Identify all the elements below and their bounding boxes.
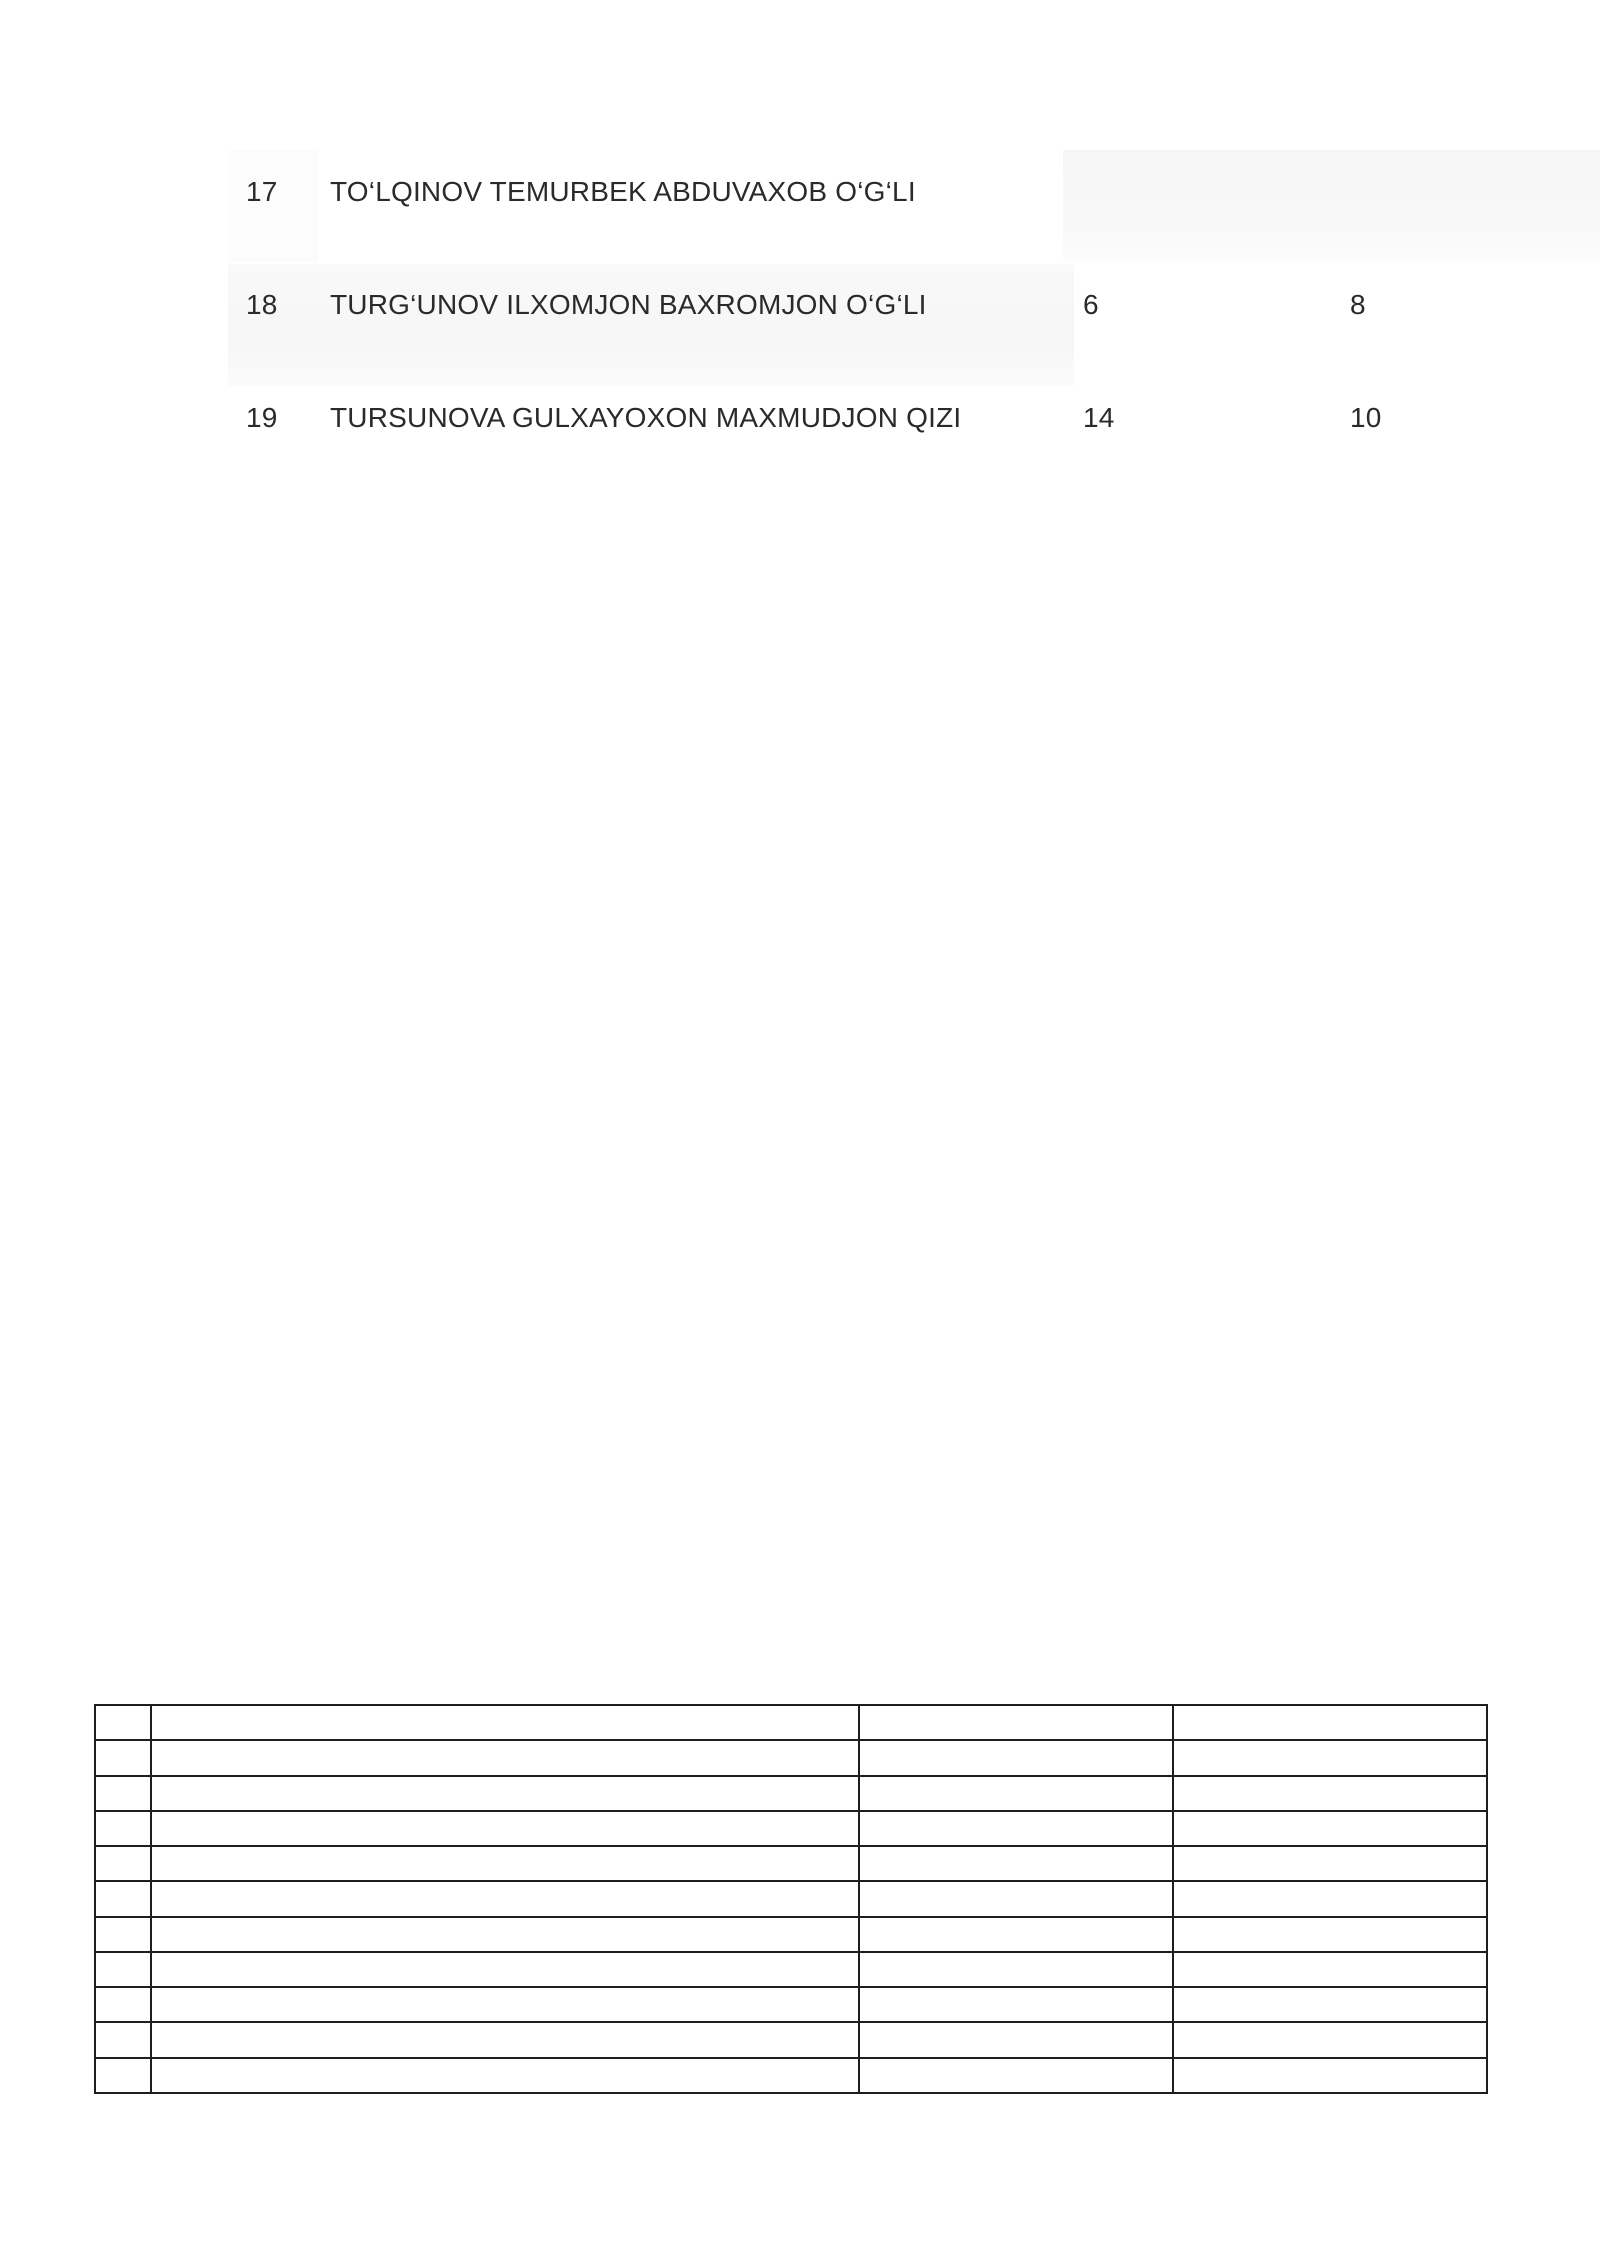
empty-table-cell — [1173, 2022, 1487, 2057]
empty-table-cell — [1173, 1740, 1487, 1775]
student-name: TURSUNOVA GULXAYOXON MAXMUDJON QIZI — [330, 402, 962, 433]
empty-table-cell — [151, 2058, 859, 2093]
empty-table-cell — [151, 1740, 859, 1775]
empty-table-cell — [1173, 1987, 1487, 2022]
student-number: 18 — [246, 289, 278, 320]
student-score-1: 14 — [1083, 402, 1115, 433]
empty-grid-body — [95, 1705, 1487, 2093]
empty-table-cell — [95, 1952, 151, 1987]
empty-table-cell — [151, 1917, 859, 1952]
student-row — [228, 150, 1600, 263]
empty-table-cell — [95, 2058, 151, 2093]
empty-table-cell — [95, 1846, 151, 1881]
empty-table-cell — [95, 1917, 151, 1952]
student-number: 17 — [246, 176, 278, 207]
empty-table-cell — [95, 1811, 151, 1846]
empty-table-cell — [859, 2058, 1172, 2093]
empty-table-cell — [859, 1846, 1172, 1881]
empty-table-cell — [151, 2022, 859, 2057]
empty-table-cell — [859, 1811, 1172, 1846]
student-row — [228, 376, 1600, 489]
empty-table-cell — [95, 1881, 151, 1916]
empty-table-row — [95, 1952, 1487, 1987]
empty-table-cell — [151, 1846, 859, 1881]
student-score-2: 8 — [1350, 289, 1366, 320]
student-name: TO‘LQINOV TEMURBEK ABDUVAXOB O‘G‘LI — [330, 176, 916, 207]
empty-table-cell — [859, 1740, 1172, 1775]
empty-table-row — [95, 2022, 1487, 2057]
empty-table-cell — [859, 1952, 1172, 1987]
empty-table-row — [95, 1987, 1487, 2022]
empty-table-cell — [1173, 1952, 1487, 1987]
empty-table-cell — [859, 2022, 1172, 2057]
empty-table-cell — [1173, 1881, 1487, 1916]
empty-table-cell — [1173, 1811, 1487, 1846]
empty-table-cell — [859, 1987, 1172, 2022]
student-score-2: 10 — [1350, 402, 1382, 433]
empty-table-cell — [151, 1705, 859, 1740]
empty-table-cell — [151, 1811, 859, 1846]
empty-table-cell — [1173, 1776, 1487, 1811]
student-score-1: 6 — [1083, 289, 1099, 320]
empty-table-cell — [1173, 1846, 1487, 1881]
empty-table-cell — [1173, 1705, 1487, 1740]
student-name: TURG‘UNOV ILXOMJON BAXROMJON O‘G‘LI — [330, 289, 927, 320]
empty-table-row — [95, 1705, 1487, 1740]
empty-table-cell — [95, 1987, 151, 2022]
empty-table-row — [95, 1917, 1487, 1952]
empty-table-cell — [859, 1917, 1172, 1952]
empty-table-cell — [1173, 1917, 1487, 1952]
student-list — [228, 150, 1600, 489]
empty-table-cell — [151, 1952, 859, 1987]
student-row — [228, 263, 1600, 376]
empty-table-cell — [859, 1776, 1172, 1811]
empty-table-cell — [151, 1987, 859, 2022]
empty-table-row — [95, 1740, 1487, 1775]
empty-table-cell — [95, 2022, 151, 2057]
empty-table-cell — [95, 1740, 151, 1775]
empty-table-cell — [151, 1776, 859, 1811]
empty-table-cell — [95, 1776, 151, 1811]
empty-table-cell — [859, 1705, 1172, 1740]
empty-table-cell — [859, 1881, 1172, 1916]
empty-table-cell — [1173, 2058, 1487, 2093]
empty-table-row — [95, 1811, 1487, 1846]
student-number: 19 — [246, 402, 278, 433]
empty-table-cell — [95, 1705, 151, 1740]
empty-table-row — [95, 2058, 1487, 2093]
empty-table-row — [95, 1776, 1487, 1811]
empty-table-cell — [151, 1881, 859, 1916]
empty-table-row — [95, 1881, 1487, 1916]
empty-grid-table — [94, 1704, 1488, 2094]
empty-table-row — [95, 1846, 1487, 1881]
